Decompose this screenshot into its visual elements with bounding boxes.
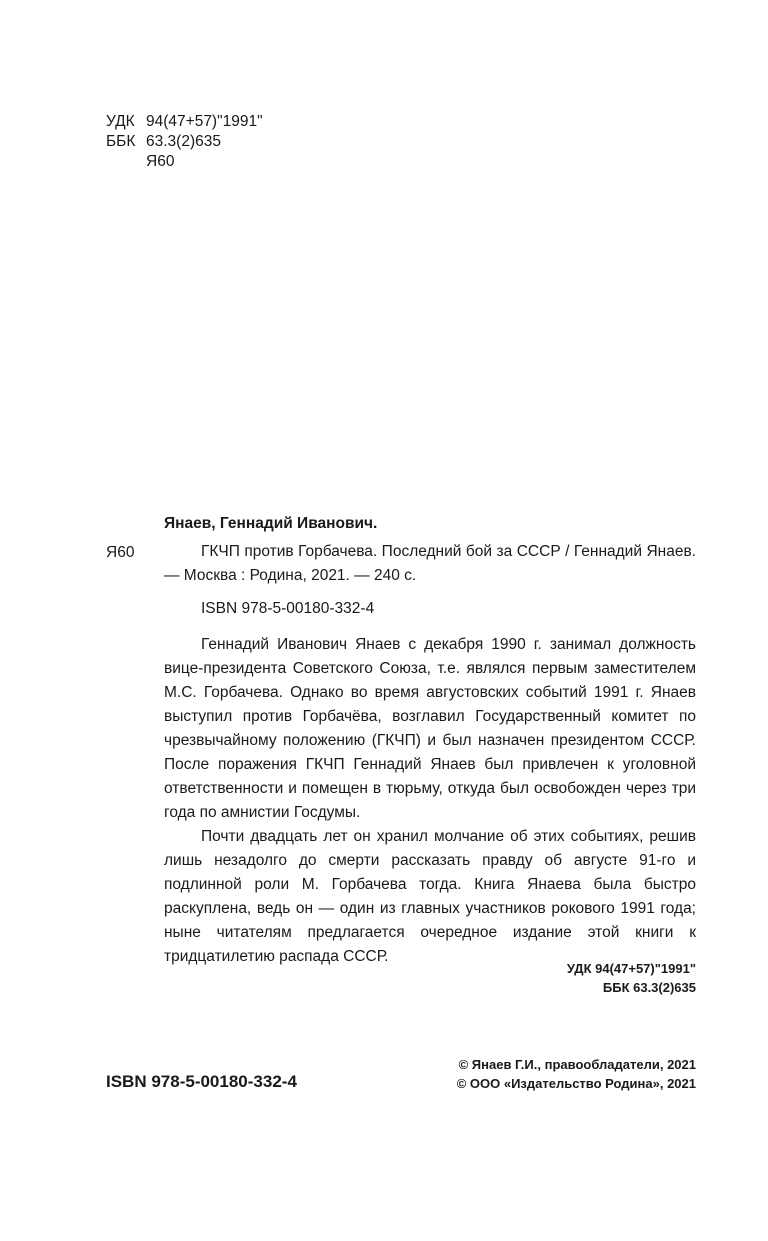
copyright-notice: [457, 1056, 696, 1093]
author-heading: Янаев, Геннадий Иванович.: [164, 515, 378, 532]
annotation-paragraph: Геннадий Иванович Янаев с декабря 1990 г. занимал должность вице-президента Советского Союза, т.е. являлся первым заместителем М.С. Горбачева. Однако во время августовских событий 1991 г. Янаев выступил против Горбачёва, возглавил Государственный комитет по чрезвычайному положению (ГКЧП) и был назначен президентом СССР. После поражения ГКЧП Геннадий Янаев был привлечен к уголовной ответственности и помещен в тюрьму, откуда был освобожден через три года по амнистии Госдумы.: [164, 636, 696, 821]
annotation-paragraph: Почти двадцать лет он хранил молчание об этих событиях, решив лишь незадолго до смерти рассказать правду об августе 91-го и подлинной роли М. Горбачева тогда. Книга Янаева была быстро раскуплена, ведь он — один из главных участников рокового 1991 года; ныне читателям предлагается очередное издание этой книги к тридцатилетию распада СССР.: [164, 828, 696, 965]
copyright-publisher: © ООО «Издательство Родина», 2021: [456, 1075, 696, 1091]
udk-label: УДК: [106, 113, 135, 130]
cutter-row: [106, 152, 263, 172]
copyright-author: © Янаев Г.И., правообладатели, 2021: [458, 1057, 696, 1072]
annotation: [164, 633, 696, 969]
bbk-value: 63.3(2)635: [146, 133, 221, 150]
bibliographic-description: ГКЧП против Горбачева. Последний бой за СССР / Геннадий Янаев. — Москва : Родина, 2021. — 240 с.: [164, 543, 696, 584]
card-cutter-code: Я60: [106, 544, 135, 561]
classification-codes: [106, 112, 263, 172]
card-udk: УДК 94(47+57)"1991": [566, 961, 696, 976]
card-isbn: ISBN 978-5-00180-332-4: [201, 600, 375, 617]
isbn-number: ISBN 978-5-00180-332-4: [106, 1072, 297, 1091]
udk-value: 94(47+57)"1991": [146, 113, 263, 130]
card-bbk: ББК 63.3(2)635: [602, 979, 696, 995]
bbk-row: [106, 132, 263, 152]
udk-row: [106, 112, 263, 132]
bbk-label: ББК: [106, 133, 136, 150]
card-classification-codes: [567, 960, 696, 997]
cutter-code: Я60: [146, 153, 175, 170]
